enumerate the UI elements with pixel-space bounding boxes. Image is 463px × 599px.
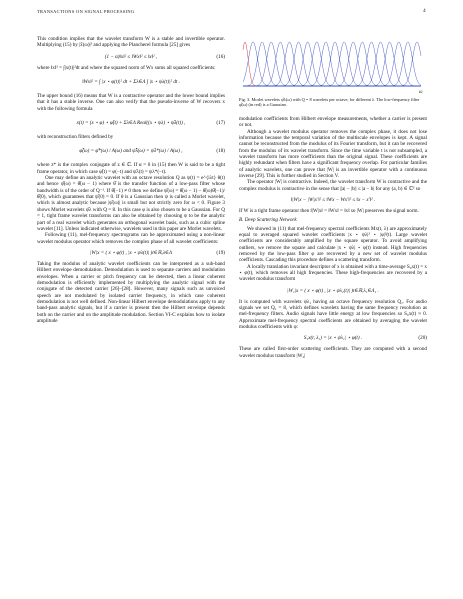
axis-label: ω: [419, 90, 423, 95]
left-column: [37, 36, 225, 324]
wavelet-curve: [243, 42, 421, 86]
paragraph: The upper bound (16) means that W is a contractive operator and the lower bound implies that it has a stable inverse. One can also verify that the pseudo-inverse of W recovers x with the following formula: [37, 93, 225, 112]
paragraph: We showed in (11) that mel-frequency spectral coefficients Mx(t, λ) are approximately equal to averaged squared wavelet coefficients |x ⋆ ψλ|² ⋆ |φ|²(t). Large wavelet coefficients are considerably amplified by the square operator. To avoid amplifying outliers, we remove the square and calculate |x ⋆ ψλ| ⋆ φ(t) instead. High frequencies removed by the low-pass filter φ are recovered by a new set of wavelet modulus coefficients. Cascading this procedure defines a scattering transform.: [239, 225, 427, 264]
right-column: [239, 36, 427, 359]
equation-norm: [37, 73, 225, 91]
paragraph: One may define an analytic wavelet with an octave resolution Q as ψ(t) = e^{iλt} θ(t) and hence ψ̂(ω) = θ̂(ω − 1) where θ̂ is the transfer function of a low-pass filter whose bandwidth is of the order of Q⁻¹. If θ̂(−1) ≠ 0 then we define ψ̂(ω) = θ̂(ω − 1) − θ̂(ω)θ̂(−1)/θ̂(0), which guarantees that ψ̂(0) = 0. If θ is a Gaussian then ψ is called a Morlet wavelet, which is almost analytic because |ψ̂(ω)| is small but not strictly zero for ω < 0. Figure 3 shows Morlet wavelets ψ̂λ with Q = 8. In this case φ is also chosen to be a Gaussian. For Q = 1, tight frame wavelet transforms can also be obtained by choosing ψ to be the analytic part of a real wavelet which generates an orthogonal wavelet basis, such as a cubic spline wavelet [11]. Unless indicated otherwise, wavelets used in this paper are Morlet wavelets.: [37, 175, 225, 232]
wavelet-curve: [243, 42, 421, 86]
wavelet-curve: [243, 42, 421, 86]
equation-body: |W|x = ( x ⋆ φ(t) , |x ⋆ ψλ(t)| )t∈ℝ,λ∈Λ: [90, 249, 172, 256]
equation-17: [37, 114, 225, 132]
wavelet-curve: [243, 42, 421, 86]
paragraph: A locally translation invariant descriptor of x is obtained with a time-average S₀x(t) = x ⋆ φ(t), which removes all high frequencies. These high-frequencies are recovered by a wavelet modulus transform: [239, 263, 427, 283]
equation-w1: [239, 285, 427, 297]
wavelet-curve: [243, 42, 421, 86]
lowpass-filter-curve: [243, 42, 421, 86]
wavelet-curve: [243, 42, 421, 86]
equation-19: [37, 247, 225, 259]
wavelet-curve: [243, 42, 421, 86]
wavelet-curve: [243, 42, 421, 86]
figure-caption: [239, 97, 427, 108]
wavelet-curve: [243, 42, 421, 86]
wavelet-curve: [243, 42, 421, 86]
paragraph: The operator |W| is contractive. Indeed, the wavelet transform W is contractive and the complex modulus is contractive in the sense that ||a| − |b|| ≤ |a − b| for any (a, b) ∈ ℂ² so: [239, 179, 427, 192]
paragraph: where z* is the complex conjugate of z ∈ ℂ. If α = 0 in (15) then W is said to be a tight frame operator, in which case φ̃(t) = φ(−t) and ψ̃λ(t) = ψλ*(−t).: [37, 162, 225, 175]
equation-number: (20): [418, 335, 427, 342]
wavelet-curve: [243, 42, 421, 86]
equation-18: [37, 142, 225, 160]
paragraph: If W is a tight frame operator then ‖|W|x‖ = ‖Wx‖ = ‖x‖ so |W| preserves the signal norm.: [239, 207, 419, 214]
equation-contraction: [239, 194, 427, 206]
paragraph: with reconstruction filters defined by: [37, 134, 114, 141]
caption-text: Morlet wavelets ψ̂λ(ω) with Q = 8 wavelets per octave, for different λ. The low-frequency filter φ̂(ω) (in red) is a Gaussian.: [239, 97, 420, 108]
wavelet-curve: [243, 42, 421, 86]
wavelet-curve: [243, 42, 421, 86]
equation-number: (18): [216, 148, 225, 155]
wavelet-curve: [243, 42, 421, 86]
equation-body: (1 − α)‖x‖² ≤ ‖Wx‖² ≤ ‖x‖² ,: [104, 53, 158, 60]
morlet-wavelet-plot: [239, 36, 427, 96]
paragraph: Taking the modulus of analytic wavelet coefficients can be interpreted as a sub-band Hilbert envelope demodulation. Demodulation is used to separate carriers and modulation envelopes. When a carrier or pitch frequency can be detected, then a linear coherent demodulation is efficiently implemented by multiplying the analytic signal with the conjugate of the detected carrier [26]–[28]. However, many signals such as unvoiced speech are not modulated by isolated carrier frequency, in which case coherent demodulation is not well defined. Non-linear Hilbert envelope demodulations apply to any band-pass analytic signals, but if a carrier is present then the Hilbert envelope depends both on the carrier and on the amplitude modulation. Section VI-C explains how to isolate amplitude: [37, 260, 225, 324]
equation-body: ‖Wx‖² = ∫ |x ⋆ φ(t)|² dt + Σλ∈Λ ∫ |x ⋆ ψλ(t)|² dt .: [82, 79, 180, 86]
wavelet-curve: [243, 42, 421, 86]
paragraph: It is computed with wavelets ψλ₁ having an octave frequency resolution Q₁. For audio signals we set Q₁ = 8, which defines wavelets having the same frequency resolution as mel-frequency filters. Audio signals have little energy at low frequencies so S₀x(t) ≈ 0. Approximate mel-frequency spectral coefficients are obtained by averaging the wavelet modulus coefficients with φ:: [239, 298, 427, 331]
page-number: 4: [423, 9, 426, 14]
paragraph: Following (11), mel-frequency spectrograms can be approximated using a non-linear wavelet modulus operator which removes the complex phase of all wavelet coefficients:: [37, 232, 225, 245]
wavelet-curve: [243, 42, 421, 86]
paragraph: This condition implies that the wavelet transform W is a stable and invertible operator. Multiplying (15) by |x̂(ω)|² and applying the Plancherel formula [25] gives: [37, 36, 225, 49]
equation-number: (19): [216, 249, 225, 256]
journal-name: TRANSACTIONS ON SIGNAL PROCESSING: [37, 9, 135, 14]
section-heading: B. Deep Scattering Network: [239, 217, 297, 224]
paragraph: Although a wavelet modulus operator removes the complex phase, it does not lose information because the temporal variation of the multiscale envelopes is kept. A signal cannot be reconstructed from the modulus of its Fourier transform, but it can be recovered from the modulus of its wavelet transform. Since the time variable t is not subsampled, a wavelet transform has more coefficients than the original signal. These coefficients are highly redundant when filters have a significant frequency overlap. For particular families of analytic wavelets, one can prove that |W| is an invertible operator with a continuous inverse [29]. This is further studied in Section V.: [239, 128, 427, 179]
caption-label: Fig. 3.: [239, 97, 251, 102]
equation-body: ‖|W|x − |W|x′‖² ≤ ‖Wx − Wx′‖² ≤ ‖x − x′‖² .: [290, 196, 376, 203]
equation-body: |W₁|x = ( x ⋆ φ(t) , |x ⋆ ψλ₁(t)| )t∈ℝ,λ₁∈Λ₁ .: [287, 287, 379, 294]
equation-body: x(t) = (x ⋆ φ) ⋆ φ̃(t) + Σλ∈Λ Real((x ⋆ ψλ) ⋆ ψ̃λ(t)) ,: [76, 120, 186, 127]
equation-body: φ̃̂(ω) = φ̂*(ω) / A(ω) and ψ̃̂λ(ω) = ψ̂λ*(ω) / A(ω) ,: [79, 148, 183, 155]
wavelet-curve: [243, 42, 421, 86]
wavelet-curve: [243, 42, 421, 86]
equation-16: [37, 51, 225, 63]
equation-20: [239, 332, 427, 344]
paragraph: modulation coefficients from Hilbert envelope measurements, whether a carrier is present or not.: [239, 115, 427, 129]
equation-number: (16): [216, 53, 225, 60]
figure-3: [239, 36, 427, 96]
equation-number: (17): [216, 120, 225, 127]
paragraph: These are called first-order scattering coefficients. They are computed with a second wavelet modulus transform |W₂|: [239, 346, 427, 359]
equation-body: S₁x(t, λ₁) = |x ⋆ ψλ₁| ⋆ φ(t) .: [303, 335, 363, 342]
paragraph: where ‖x‖² = ∫|x(t)|²dt and where the squared norm of Wx sums all squared coefficients:: [37, 64, 216, 71]
running-header: [37, 9, 426, 19]
wavelet-curve: [243, 42, 421, 86]
